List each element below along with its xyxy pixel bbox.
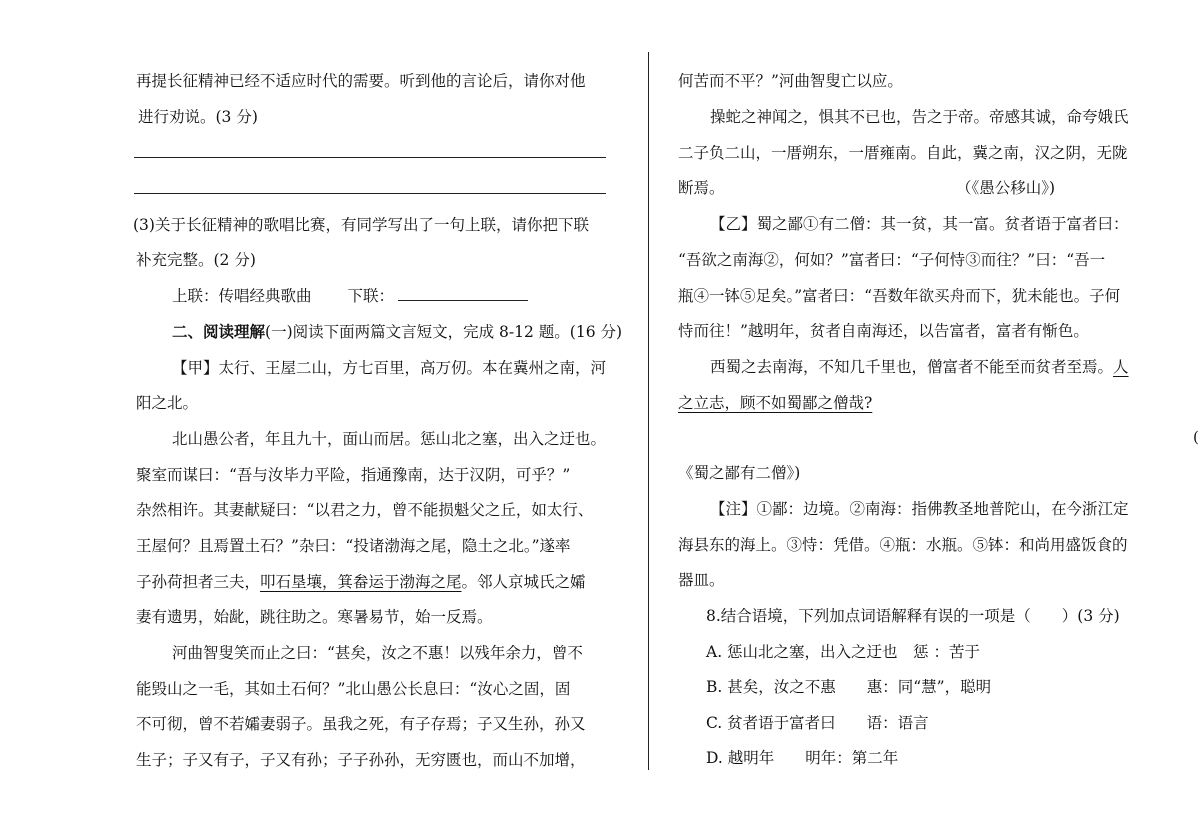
note-line: 【注】①鄙：边境。②南海：指佛教圣地普陀山，在今浙江定 (710, 500, 1129, 518)
text-line (710, 357, 1129, 377)
option-a: A. 惩山北之塞，出入之迂也 惩 ：苦于 (706, 643, 980, 661)
section-title: 二、阅读理解 (172, 322, 266, 341)
text-line: “吾欲之南海②，何如？”富者曰：“子何恃③而往？”曰：“吾一 (678, 251, 1106, 269)
text-line: 【乙】蜀之鄙①有二僧：其一贫，其一富。贫者语于富者曰： (710, 215, 1129, 233)
option-d: D. 越明年 明年：第二年 (706, 749, 899, 767)
text-line: 进行劝说。(3 分) (138, 108, 258, 126)
stray-parenthesis: ( (1193, 428, 1199, 446)
note-line: 器皿。 (678, 571, 725, 589)
text-line: 能毁山之一毛，其如土石何？”北山愚公长息曰：“汝心之固，固 (136, 680, 571, 698)
text-line: 恃而往！”越明年，贫者自南海还，以告富者，富者有惭色。 (678, 322, 1089, 340)
text-line: 杂然相许。其妻献疑曰：“以君之力，曾不能损魁父之丘，如太行、 (136, 501, 594, 519)
text-line: 河曲智叟笑而止之曰：“甚矣，汝之不惠！以残年余力，曾不 (172, 644, 583, 662)
text-line (678, 393, 872, 413)
text-line: 瓶④一钵⑤足矣。”富者曰：“吾数年欲买舟而下，犹未能也。子何 (678, 287, 1121, 305)
lower-couplet-label: 下联： (347, 287, 395, 305)
column-divider (648, 52, 649, 770)
note-line: 海县东的海上。③恃：凭借。④瓶：水瓶。⑤钵：和尚用盛饭食的 (678, 536, 1128, 554)
option-c: C. 贫者语于富者曰 语：语言 (706, 714, 929, 732)
text-line: 二子负二山，一厝朔东，一厝雍南。自此，冀之南，汉之阴，无陇 (678, 144, 1128, 162)
text-segment: 西蜀之去南海，不知几千里也，僧富者不能至而贫者至焉。 (710, 358, 1114, 376)
text-line: 王屋何？且焉置土石？”杂曰：“投诸渤海之尾，隐土之北。”遂率 (136, 537, 571, 555)
answer-line (134, 157, 606, 158)
text-line: 聚室而谋曰：“吾与汝毕力平险，指通豫南，达于汉阴，可乎？” (136, 466, 571, 484)
text-segment: 子孙荷担者三夫， (136, 573, 261, 591)
couplet-line (172, 286, 528, 306)
text-line: 阳之北。 (136, 394, 199, 412)
question-stem: 8.结合语境，下列加点词语解释有误的一项是（ ）(3 分) (706, 607, 1120, 625)
text-line: 操蛇之神闻之，惧其不已也，告之于帝。帝感其诚，命夸娥氏 (710, 108, 1129, 126)
text-segment: 。邻人京城氏之孀 (461, 573, 586, 591)
underlined-sentence: 之立志，顾不如蜀鄙之僧哉? (678, 394, 873, 412)
section-heading (172, 322, 622, 342)
text-line: 何苦而不平？”河曲智叟亡以应。 (678, 72, 903, 90)
couplet-blank (398, 286, 528, 301)
source-citation: （《愚公移山》) (956, 179, 1056, 197)
source-citation: 《蜀之鄙有二僧》) (678, 464, 801, 482)
text-line: 北山愚公者，年且九十，面山而居。惩山北之塞，出入之迂也。 (172, 430, 607, 448)
text-line: 【甲】太行、王屋二山，方七百里，高万仞。本在冀州之南，河 (172, 359, 607, 377)
text-line: 断焉。 (678, 179, 725, 197)
text-line: (3)关于长征精神的歌唱比赛，有同学写出了一句上联，请你把下联 (133, 216, 589, 234)
section-instructions: (一)阅读下面两篇文言短文，完成 8-12 题。(16 分) (265, 323, 623, 341)
underlined-sentence: 叩石垦壤，箕畚运于渤海之尾 (260, 573, 462, 591)
text-line: 生子；子又有子，子又有孙；子子孙孙，无穷匮也，而山不加增， (136, 751, 586, 769)
text-line: 补充完整。(2 分) (136, 251, 256, 269)
text-line (136, 572, 586, 592)
underlined-sentence: 人 (1113, 358, 1129, 376)
upper-couplet: 上联：传唱经典歌曲 (172, 287, 312, 305)
text-line: 再提长征精神已经不适应时代的需要。听到他的言论后，请你对他 (136, 72, 586, 90)
answer-line (134, 193, 606, 194)
text-line: 妻有遗男，始龀，跳往助之。寒暑易节，始一反焉。 (136, 608, 493, 626)
option-b: B. 甚矣，汝之不惠 惠：同“慧”，聪明 (706, 678, 992, 696)
text-line: 不可彻，曾不若孀妻弱子。虽我之死，有子存焉；子又生孙，孙又 (136, 715, 586, 733)
